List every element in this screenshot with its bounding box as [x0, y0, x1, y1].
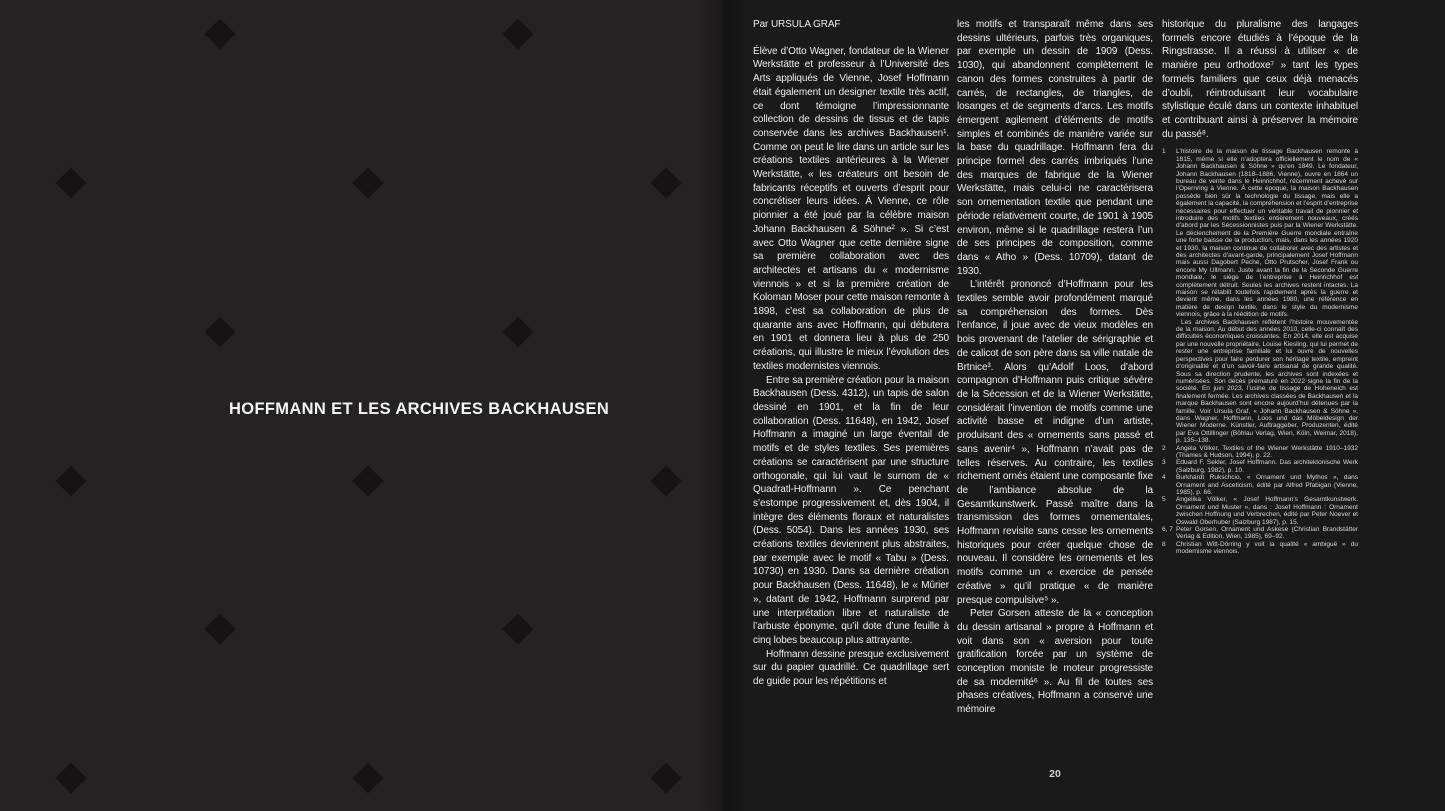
footnote	[1162, 496, 1358, 526]
footnote-number: 3	[1162, 459, 1166, 467]
paragraph: historique du pluralisme des langages formels encore étudiés à l’époque de la Ringstrasse. Il a réussi à utiliser « de manière peu orthodoxe⁷ » tant les types formels familiers que ceux déjà menacés d’oubli, réintroduisant leur vocabulaire stylistique éculé dans un contexte inhabituel et contribuant ainsi à préserver la mémoire du passé⁸.	[1162, 19, 1358, 140]
footnote-number: 5	[1162, 496, 1166, 504]
footnote	[1162, 474, 1358, 496]
chapter-title: HOFFMANN ET LES ARCHIVES BACKHAUSEN	[229, 400, 610, 418]
footnote-text: Eduard F. Sekler, Josef Hoffmann. Das architektonische Werk (Salzburg, 1982), p. 10.	[1176, 459, 1358, 474]
footnote	[1162, 148, 1358, 444]
footnotes	[1162, 148, 1358, 555]
footnote-text: Christian Witt-Dörring y voit la qualité « ambiguë » du modernisme viennois.	[1176, 540, 1358, 556]
footnote-text: Angelika Völker, « Josef Hoffmann’s Gesamtkunstwerk. Ornament und Muster », dans : Josef Hoffmann : Ornament zwischen Hoffnung und Verbrechen, édité par Peter Noever et Oswald Oberhuber (Salzburg 1987), p. 15.	[1176, 496, 1358, 526]
diamond-ornament	[502, 18, 533, 49]
paragraph: L’intérêt prononcé d’Hoffmann pour les textiles semble avoir profondément marqué sa compréhension des formes. Dès l’enfance, il joue avec de vieux modèles en bois provenant de l’atelier de sérigraphie et de calicot de son père dans sa ville natale de Brtnice³. Alors qu’Adolf Loos, d’abord compagnon d’Hoffmann puis critique sévère de la Sécession et de la Wiener Werkstätte, considérait l’invention de motifs comme une activité basse et indigne d’un artiste, produisant des « ornements sans passé et sans avenir⁴ », Hoffmann n’avait pas de telles réserves. Au contraire, les textiles richement ornés étaient une composante fixe de l’ambiance absolue de la Gesamtkunstwerk. Passé maître dans la transmission des formes ornementales, Hoffmann revisite sans cesse les ornements historiques pour créer quelque chose de nouveau. Il considère les ornements et les motifs comme un « exercice de pensée créative » qu’il pratique « de manière presque compulsive⁵ ».	[957, 279, 1153, 606]
paragraph: Peter Gorsen atteste de la « conception du dessin artisanal » propre à Hoffmann et voit dans son « aversion pour toute gratification forcée par un système de conception moniste le moteur progressiste de sa modernité⁶ ». Au fil de toutes ses phases créatives, Hoffmann a conservé une mémoire	[957, 608, 1153, 716]
footnote-text: L’histoire de la maison de tissage Backhausen remonte à 1815, même si elle n’adoptera officiellement le nom de « Johann Backhausen & Söhne » qu’en 1849. Le fondateur, Johann Backhausen (1818–1886, Vienne), ouvre en 1864 un bureau de vente dans le Heinrichhof, récemment achevé sur l’Opernring à Vienne. À cette époque, la maison Backhausen possède bien sûr la technologie du tissage, mais elle a également la capacité, la compréhension et l’esprit d’entreprise nécessaires pour effectuer un véritable travail de pionnier et introduire des motifs textiles entièrement nouveaux, créés d’abord par les Sécessionnistes puis par la Wiener Werkstätte. Le déclenchement de la Première Guerre mondiale entraîne une forte baisse de la production, mais, dans les années 1920 et 1930, la maison continue de collaborer avec des artistes et des architectes d’avant-garde, principalement Josef Hoffmann mais aussi Dagobert Peche, Otto Prutscher, Josef Frank ou encore My Ullmann. Juste avant la fin de la Seconde Guerre mondiale, le siège de l’entreprise à Heinrichhof est complètement détruit. Seules les archives restent intactes. La maison se rétablit toutefois rapidement après la guerre et devient même, dans les années 1980, une référence en matière de design textile, dans le style du modernisme viennois, grâce à la réédition de motifs. Les archives Backhausen reflètent l’histoire mouvementée de la maison. Au début des années 2010, celle-ci connaît des difficultés économiques croissantes. En 2014, elle est acquise par une nouvelle propriétaire, Louise Kiesling, qui lui permet de rester une entreprise familiale et lui ouvre de nouvelles perspectives pour faire perdurer son héritage textile, empreint d’originalité et d’un savoir-faire artisanal de grande qualité. Sous sa direction prudente, les archives sont indexées et numérisées. Son décès prématuré en 2022 signe la fin de la société. En juin 2023, l’usine de tissage de Hoheneich est finalement fermée. Les archives classées de Backhausen et la marque Backhausen sont encore aujourd’hui détenues par la famille. Voir Ursula Graf, « Johann Backhausen & Söhne », dans Wagner, Hoffmann, Loos und das Möbeldesign der Wiener Moderne. Künstler, Auftraggeber, Produzenten, édité par Eva Ottillinger (Böhlau Verlag, Wien, Köln, Weimar, 2018), p. 135–138.	[1176, 148, 1358, 445]
text-column-2	[957, 18, 1153, 717]
diamond-ornament	[650, 762, 681, 793]
diamond-ornament	[650, 167, 681, 198]
diamond-ornament	[204, 316, 235, 347]
footnote-number: 8	[1162, 540, 1166, 548]
diamond-ornament	[55, 465, 86, 496]
footnote	[1162, 526, 1358, 541]
text-column-1	[753, 18, 949, 689]
footnote-number: 4	[1162, 474, 1166, 482]
footnote	[1162, 445, 1358, 460]
diamond-ornament	[352, 465, 383, 496]
paragraph: Élève d’Otto Wagner, fondateur de la Wiener Werkstätte et professeur à l’Université des Arts appliqués de Vienne, Josef Hoffmann était également un designer textile très actif, ce dont témoigne l’impressionnante collection de dessins de tissus et de tapis conservée dans les archives Backhausen¹. Comme on peut le lire dans un article sur les créations textiles antérieures à la Wiener Werkstätte, « les créateurs ont besoin de fabricants réceptifs et ouverts d’esprit pour concrétiser leurs idées. À Vienne, ce rôle pionnier a été joué par la célèbre maison Johann Backhausen & Söhne² ». Si c’est avec Otto Wagner que cette dernière signe sa première collaboration avec des architectes et artisans du « modernisme viennois » et si la première création de Koloman Moser pour cette maison remonte à 1898, c’est sa collaboration de plus de quarante ans avec Hoffmann, qui débutera en 1901 et donnera lieu à plus de 250 créations, qui illustre le mieux l’évolution des textiles modernistes viennois.	[753, 45, 949, 372]
paragraph: les motifs et transparaît même dans ses dessins ultérieurs, parfois très organiques, par exemple un dessin de 1909 (Dess. 1030), qui abandonnent complètement le canon des formes construites à partir de carrés, de rectangles, de triangles, de losanges et de segments d’arcs. Les motifs émergent agilement d’éléments de motifs simples et combinés de manière variée sur la base du quadrillage. Hoffmann fera du principe formel des carrés imbriqués l’une des marques de fabrique de la Wiener Werkstätte, mais celui-ci ne caractérisera son ornementation textile que pendant une période relativement courte, de 1901 à 1905 environ, même si le quadrillage restera l’un de ses principes de composition, comme dans « Atho » (Dess. 10709), datant de 1930.	[957, 19, 1153, 277]
footnote-text: Angela Völker, Textiles of the Wiener Werkstätte 1910–1932 (Thames & Hudson, 1994), p. 22.	[1176, 444, 1358, 459]
diamond-ornament	[55, 762, 86, 793]
diamond-ornament	[502, 316, 533, 347]
paragraph: Entre sa première création pour la maison Backhausen (Dess. 4312), un tapis de salon dessiné en 1901, et la fin de leur collaboration (Dess. 11648), en 1942, Josef Hoffmann a imaginé un large éventail de motifs et de styles textiles. Ses premières créations se caractérisent par une structure orthogonale, qui lui vaut le surnom de « Quadratl-Hoffmann ». Ce penchant s’estompe progressivement et, dès 1904, il intègre des éléments floraux et naturalistes (Dess. 5054). Dans les années 1930, ses créations textiles deviennent plus abstraites, par exemple avec le motif « Tabu » (Dess. 10730) en 1930. Dans sa dernière création pour Backhausen (Dess. 11648), le « Mûrier », datant de 1942, Hoffmann surprend par une interprétation libre et naturaliste de l’arbuste éponyme, qu’il dote d’une feuille à cinq lobes beaucoup plus attrayante.	[753, 374, 949, 646]
diamond-ornament	[55, 167, 86, 198]
right-page	[723, 0, 1445, 811]
diamond-ornament	[352, 167, 383, 198]
footnote-text: Peter Gorsen, Ornament und Askese (Christian Brandstätter Verlag & Edition, Wien, 1985), 69–92.	[1176, 526, 1358, 541]
footnote-text: Burkhardt Rukschcio, « Ornament und Mythos », dans Ornament and Asceticism, édité par Alfred Pfabigan (Vienne, 1985), p. 66.	[1176, 474, 1358, 497]
diamond-ornament	[204, 613, 235, 644]
footnote-number: 6, 7	[1162, 526, 1173, 534]
footnote	[1162, 541, 1358, 556]
footnote-number: 1	[1162, 148, 1166, 156]
page-number: 20	[1049, 768, 1061, 780]
footnote-number: 2	[1162, 444, 1166, 452]
paragraph: Hoffmann dessine presque exclusivement sur du papier quadrillé. Ce quadrillage sert de guide pour les répétitions et	[753, 648, 949, 688]
diamond-ornament	[502, 613, 533, 644]
diamond-ornament	[204, 18, 235, 49]
byline: Par URSULA GRAF	[753, 19, 841, 30]
diamond-ornament	[352, 762, 383, 793]
text-column-3	[1162, 18, 1358, 556]
footnote	[1162, 459, 1358, 474]
diamond-ornament	[650, 465, 681, 496]
